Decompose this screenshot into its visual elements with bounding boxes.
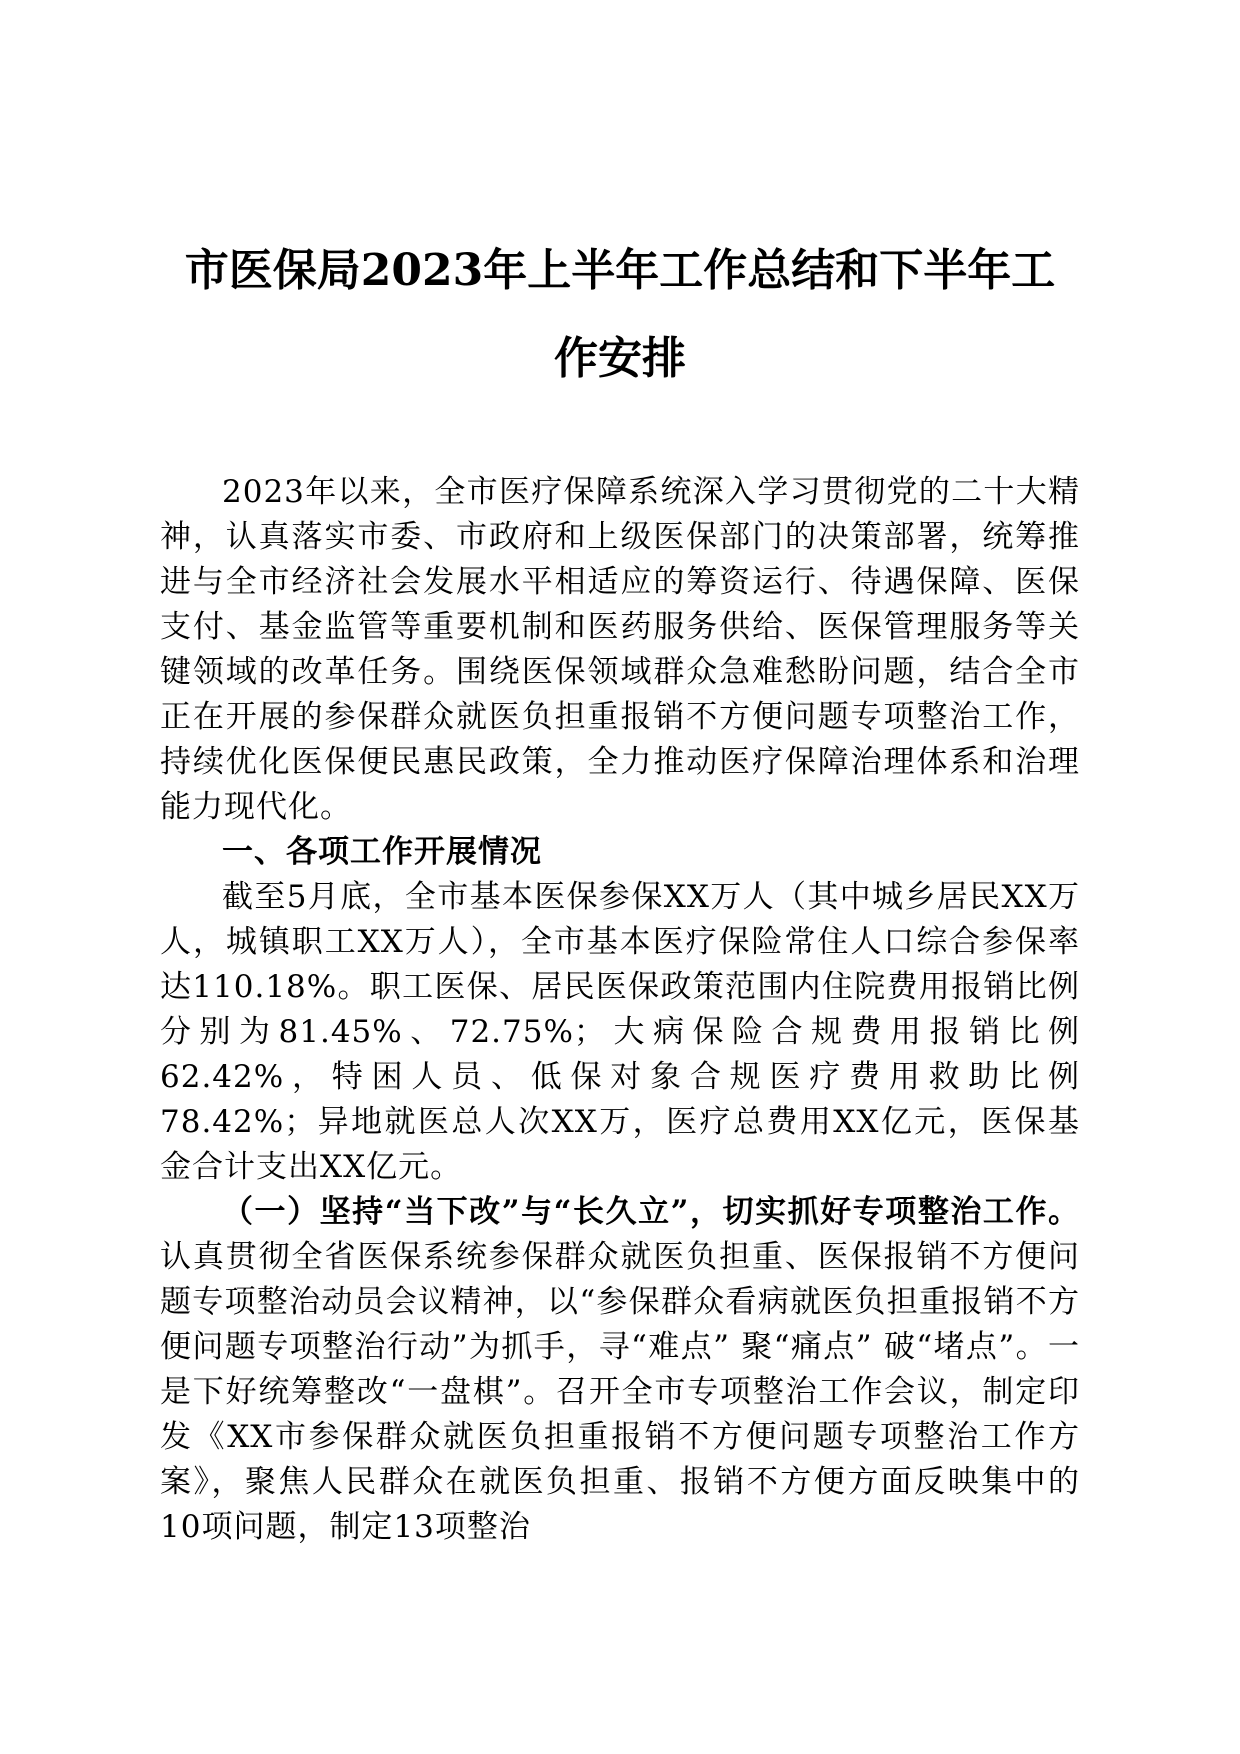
section-heading-1: 一、各项工作开展情况 xyxy=(222,834,542,870)
title-line-2: 作安排 xyxy=(554,333,686,384)
intro-paragraph: 2023年以来，全市医疗保障系统深入学习贯彻党的二十大精神，认真落实市委、市政府和上级医保部门的决策部署，统筹推进与全市经济社会发展水平相适应的筹资运行、待遇保障、医保支付、基金监管等重要机制和医药服务供给、医保管理服务等关键领域的改革任务。围绕医保领域群众急难愁盼问题，结合全市正在开展的参保群众就医负担重报销不方便问题专项整治工作，持续优化医保便民惠民政策，全力推动医疗保障治理体系和治理能力现代化。 xyxy=(160,474,1080,825)
document-body xyxy=(160,470,1080,1550)
subsection-1-paragraph xyxy=(160,1190,1080,1550)
title-line-1: 市医保局2023年上半年工作总结和下半年工 xyxy=(184,245,1056,296)
document-page xyxy=(160,0,1080,1754)
subsection-heading-1: （一）坚持“当下改”与“长久立”，切实抓好专项整治工作。 xyxy=(222,1194,1080,1230)
document-title xyxy=(160,227,1080,403)
subsection-1-body: 认真贯彻全省医保系统参保群众就医负担重、医保报销不方便问题专项整治动员会议精神，以“参保群众看病就医负担重报销不方便问题专项整治行动”为抓手，寻“难点” 聚“痛点” 破“堵点”。一是下好统筹整改“一盘棋”。召开全市专项整治工作会议，制定印发《XX市参保群众就医负担重报销不方便问题专项整治工作方案》，聚焦人民群众在就医负担重、报销不方便方面反映集中的10项问题，制定13项整治 xyxy=(160,1239,1080,1545)
section-1-paragraph: 截至5月底，全市基本医保参保XX万人（其中城乡居民XX万人，城镇职工XX万人），全市基本医疗保险常住人口综合参保率达110.18%。职工医保、居民医保政策范围内住院费用报销比例分别为81.45%、72.75%；大病保险合规费用报销比例62.42%，特困人员、低保对象合规医疗费用救助比例78.42%；异地就医总人次XX万，医疗总费用XX亿元，医保基金合计支出XX亿元。 xyxy=(160,879,1080,1185)
